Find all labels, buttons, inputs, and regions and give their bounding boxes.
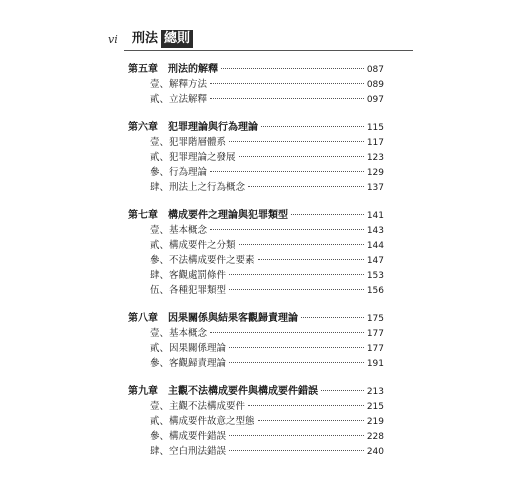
section-title: 貳、立法解釋: [150, 94, 208, 105]
toc-section-row: [128, 92, 384, 107]
dot-leader: [210, 332, 364, 333]
dot-leader: [229, 450, 364, 451]
toc-section-row: [128, 341, 384, 356]
toc-page-number: 219: [366, 417, 384, 427]
toc-section-row: [128, 238, 384, 253]
section-title: 參、行為理論: [150, 167, 208, 178]
section-title: 肆、刑法上之行為概念: [150, 182, 246, 193]
toc-page-number: 175: [366, 314, 384, 324]
toc-section-row: [128, 223, 384, 238]
dot-leader: [210, 83, 364, 84]
toc-section-row: [128, 429, 384, 444]
dot-leader: [229, 274, 364, 275]
toc-chapter-row: [128, 208, 384, 223]
section-title: 肆、客觀處罰條件: [150, 270, 227, 281]
dot-leader: [229, 141, 364, 142]
toc-section-row: [128, 356, 384, 371]
dot-leader: [229, 362, 364, 363]
dot-leader: [258, 259, 364, 260]
dot-leader: [210, 98, 364, 99]
toc-section-row: [128, 414, 384, 429]
section-title: 貳、犯罪理論之發展: [150, 152, 236, 163]
toc-page-number: 097: [366, 95, 384, 105]
section-title: 貳、構成要件之分類: [150, 240, 236, 251]
toc-section-row: [128, 253, 384, 268]
page-header: [0, 30, 520, 50]
dot-leader: [301, 317, 364, 318]
dot-leader: [239, 156, 364, 157]
header-rule: [124, 50, 413, 51]
page-number: vi: [108, 33, 118, 46]
toc-page-number: 147: [366, 256, 384, 266]
dot-leader: [248, 405, 364, 406]
toc-chapter-row: [128, 311, 384, 326]
section-title: 貳、因果關係理論: [150, 343, 227, 354]
table-of-contents: [128, 62, 384, 459]
dot-leader: [221, 68, 364, 69]
chapter-title: 構成要件之理論與犯罪類型: [168, 210, 288, 221]
toc-section-row: [128, 180, 384, 195]
toc-page-number: 115: [366, 123, 384, 133]
dot-leader: [210, 229, 364, 230]
toc-chapter-row: [128, 62, 384, 77]
toc-section-row: [128, 399, 384, 414]
section-title: 參、構成要件錯誤: [150, 431, 227, 442]
dot-leader: [261, 126, 364, 127]
chapter-number: 第七章: [128, 210, 158, 221]
dot-leader: [229, 435, 364, 436]
dot-leader: [229, 347, 364, 348]
section-title: 肆、空白刑法錯誤: [150, 446, 227, 457]
toc-page-number: 228: [366, 432, 384, 442]
dot-leader: [258, 420, 364, 421]
section-title: 參、客觀歸責理論: [150, 358, 227, 369]
book-title-main: 刑法: [132, 31, 159, 46]
chapter-number: 第五章: [128, 64, 158, 75]
toc-chapter-row: [128, 120, 384, 135]
toc-page-number: 144: [366, 241, 384, 251]
toc-page-number: 129: [366, 168, 384, 178]
toc-page-number: 087: [366, 65, 384, 75]
toc-page-number: 089: [366, 80, 384, 90]
chapter-title: 主觀不法構成要件與構成要件錯誤: [168, 386, 318, 397]
section-title: 壹、主觀不法構成要件: [150, 401, 246, 412]
section-title: 壹、犯罪階層體系: [150, 137, 227, 148]
chapter-number: 第九章: [128, 386, 158, 397]
toc-page-number: 191: [366, 359, 384, 369]
toc-section-row: [128, 165, 384, 180]
toc-section-row: [128, 150, 384, 165]
chapter-title: 犯罪理論與行為理論: [168, 122, 258, 133]
toc-page-number: 153: [366, 271, 384, 281]
toc-section-row: [128, 283, 384, 298]
book-title-box: 總則: [161, 30, 193, 48]
toc-page-number: 177: [366, 344, 384, 354]
dot-leader: [229, 289, 364, 290]
dot-leader: [248, 186, 364, 187]
toc-section-row: [128, 268, 384, 283]
dot-leader: [291, 214, 364, 215]
toc-page-number: 240: [366, 447, 384, 457]
toc-page-number: 177: [366, 329, 384, 339]
section-title: 伍、各種犯罪類型: [150, 285, 227, 296]
chapter-number: 第六章: [128, 122, 158, 133]
toc-page-number: 123: [366, 153, 384, 163]
dot-leader: [239, 244, 364, 245]
toc-section-row: [128, 135, 384, 150]
toc-chapter-row: [128, 384, 384, 399]
dot-leader: [321, 390, 364, 391]
toc-page-number: 117: [366, 138, 384, 148]
toc-page-number: 156: [366, 286, 384, 296]
section-title: 壹、基本概念: [150, 225, 208, 236]
dot-leader: [210, 171, 364, 172]
toc-page-number: 215: [366, 402, 384, 412]
toc-page-number: 137: [366, 183, 384, 193]
chapter-title: 刑法的解釋: [168, 64, 218, 75]
section-title: 參、不法構成要件之要素: [150, 255, 255, 266]
chapter-title: 因果關係與結果客觀歸責理論: [168, 313, 298, 324]
toc-section-row: [128, 444, 384, 459]
toc-section-row: [128, 326, 384, 341]
book-title: [130, 30, 193, 48]
toc-page-number: 213: [366, 387, 384, 397]
toc-page-number: 143: [366, 226, 384, 236]
toc-section-row: [128, 77, 384, 92]
toc-page-number: 141: [366, 211, 384, 221]
section-title: 壹、基本概念: [150, 328, 208, 339]
section-title: 貳、構成要件故意之型態: [150, 416, 255, 427]
section-title: 壹、解釋方法: [150, 79, 208, 90]
chapter-number: 第八章: [128, 313, 158, 324]
